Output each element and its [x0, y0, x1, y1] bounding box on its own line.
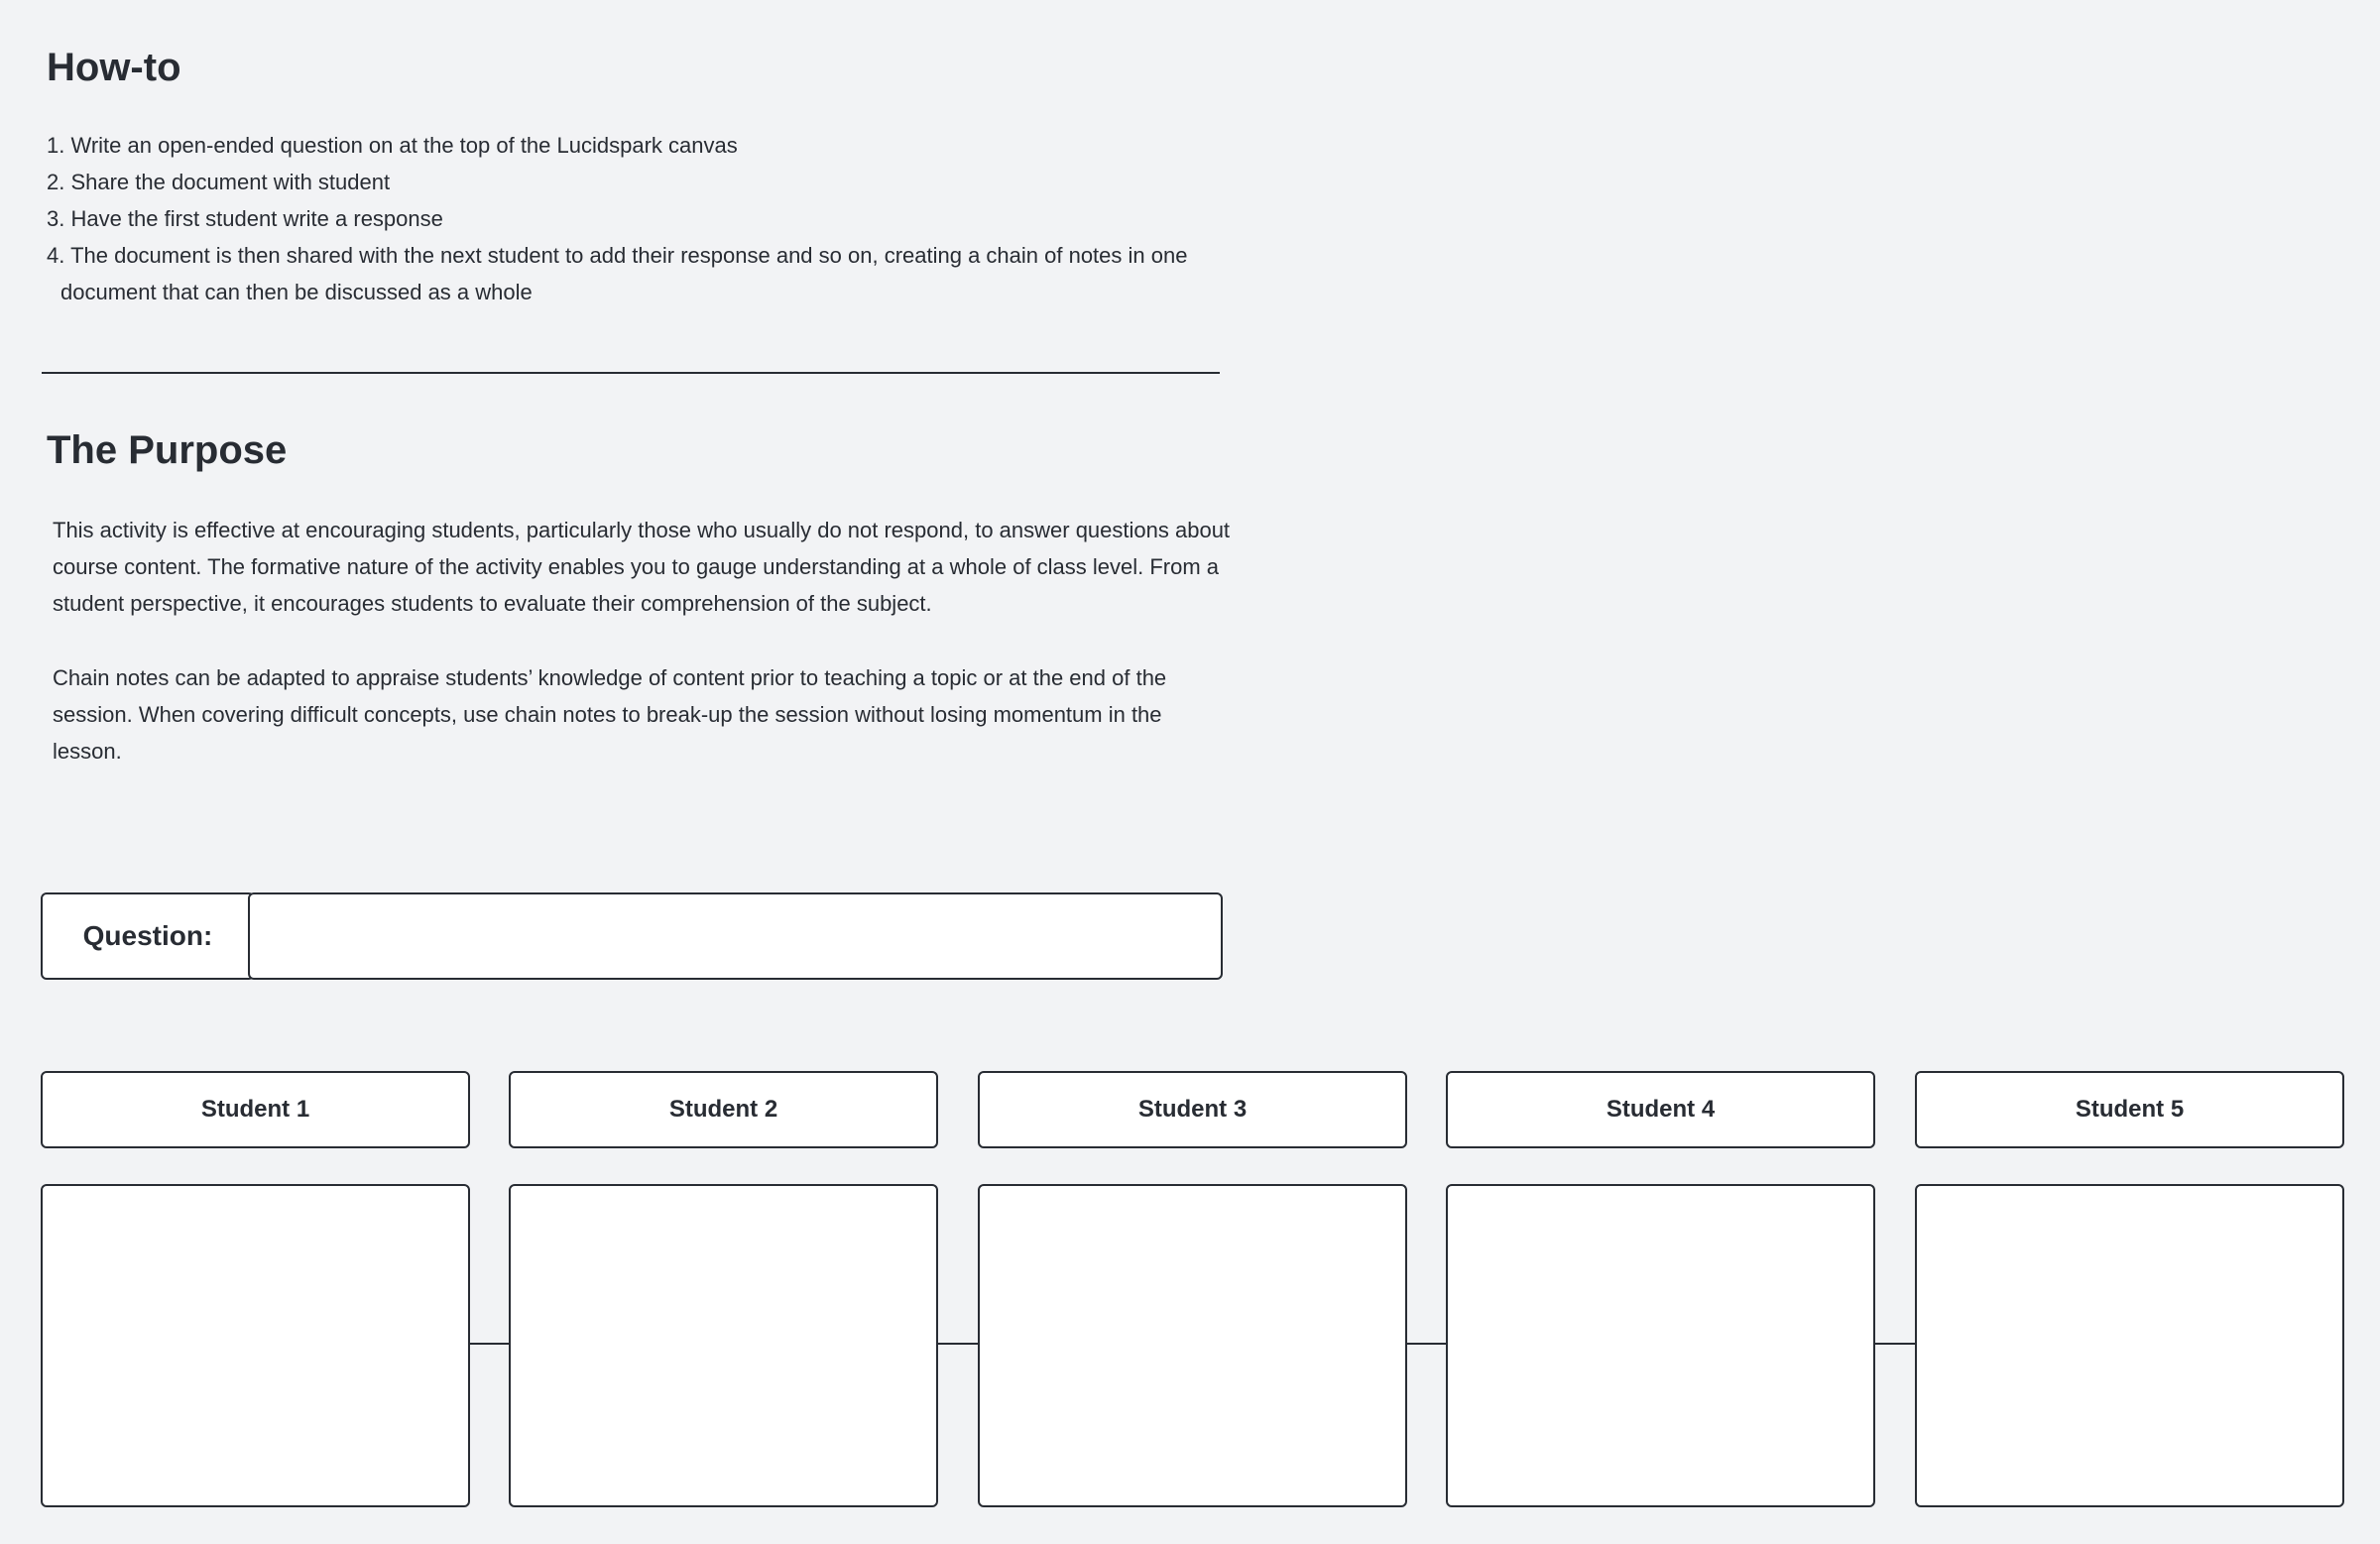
howto-title: How-to [47, 46, 181, 89]
howto-steps [47, 127, 1237, 310]
step-2: 2. Share the document with student [47, 170, 391, 194]
student-3-header: Student 3 [978, 1071, 1407, 1148]
purpose-paragraph-2: Chain notes can be adapted to appraise students’ knowledge of content prior to teaching a topic or at the end of the session. When covering difficult concepts, use chain notes to break-up the session without losing momentum in the lesson. [53, 665, 1167, 764]
question-input[interactable] [248, 892, 1223, 980]
question-label: Question: [41, 892, 255, 980]
student-2-header: Student 2 [509, 1071, 938, 1148]
step-3: 3. Have the first student write a response [47, 206, 443, 231]
chain-connector-4 [1875, 1343, 1915, 1345]
chain-connector-2 [938, 1343, 978, 1345]
step-1: 1. Write an open-ended question on at the top of the Lucidspark canvas [47, 133, 738, 158]
section-divider [42, 372, 1220, 374]
chain-connector-1 [470, 1343, 509, 1345]
purpose-title: The Purpose [47, 428, 288, 472]
student-1-response[interactable] [41, 1184, 470, 1507]
student-5-header: Student 5 [1915, 1071, 2344, 1148]
student-2-response[interactable] [509, 1184, 938, 1507]
student-1-header: Student 1 [41, 1071, 470, 1148]
student-3-response[interactable] [978, 1184, 1407, 1507]
chain-connector-3 [1407, 1343, 1446, 1345]
student-5-response[interactable] [1915, 1184, 2344, 1507]
student-4-header: Student 4 [1446, 1071, 1875, 1148]
step-4-continued: document that can then be discussed as a whole [60, 280, 533, 304]
student-4-response[interactable] [1446, 1184, 1875, 1507]
step-4: 4. The document is then shared with the next student to add their response and so on, creating a chain of notes in one [47, 243, 1188, 268]
purpose-paragraph-1: This activity is effective at encouraging students, particularly those who usually do not respond, to answer questions about course content. The formative nature of the activity enables you to gauge understanding at a whole of class level. From a student perspective, it encourages students to evaluate their comprehension of the subject. [53, 518, 1231, 616]
